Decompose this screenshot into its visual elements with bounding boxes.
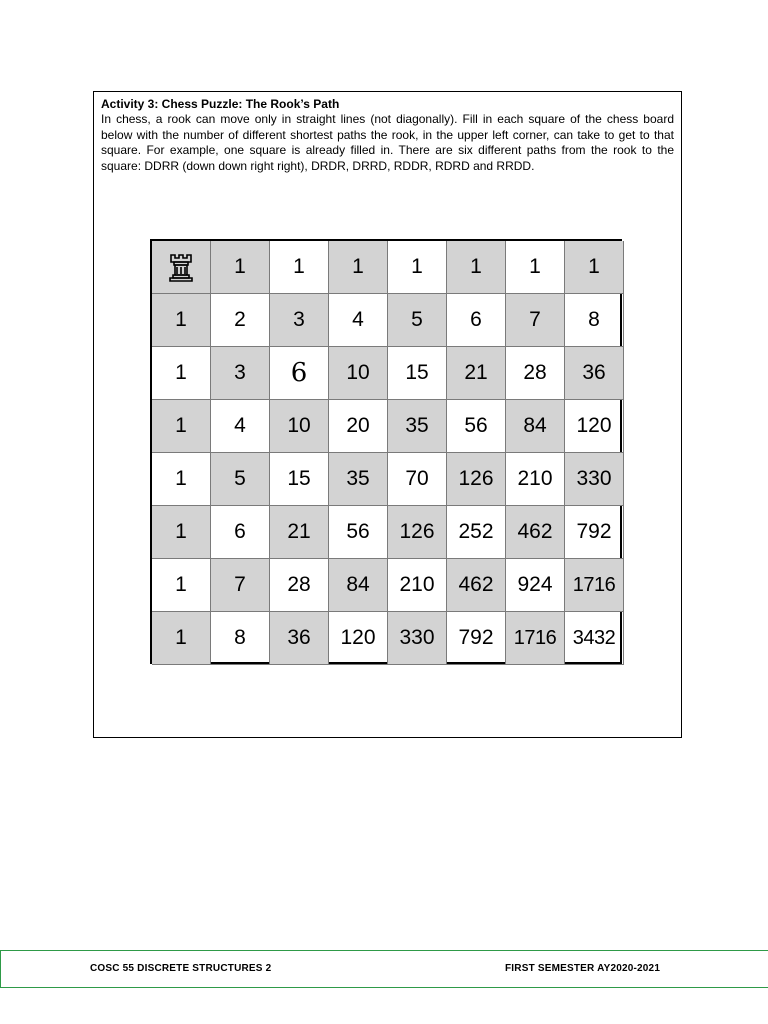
board-cell[interactable]: 1: [211, 241, 270, 294]
board-cell[interactable]: 4: [211, 400, 270, 453]
board-cell[interactable]: 1: [152, 453, 211, 506]
chess-board: [150, 239, 622, 664]
board-cell[interactable]: 1: [565, 241, 624, 294]
board-cell[interactable]: 56: [447, 400, 506, 453]
board-cell[interactable]: 15: [270, 453, 329, 506]
board-cell[interactable]: 1: [506, 241, 565, 294]
board-cell[interactable]: 10: [329, 347, 388, 400]
board-cell-rook[interactable]: [152, 241, 211, 294]
board-cell[interactable]: 8: [211, 612, 270, 665]
board-cell[interactable]: 28: [270, 559, 329, 612]
board-cell[interactable]: 1: [152, 506, 211, 559]
board-cell[interactable]: 10: [270, 400, 329, 453]
board-cell[interactable]: 792: [565, 506, 624, 559]
board-cell[interactable]: 8: [565, 294, 624, 347]
board-cell[interactable]: 1: [152, 612, 211, 665]
board-cell[interactable]: 120: [329, 612, 388, 665]
footer-course: COSC 55 DISCRETE STRUCTURES 2: [90, 963, 272, 974]
rook-icon: [164, 250, 198, 284]
board-cell[interactable]: 3: [211, 347, 270, 400]
board-cell[interactable]: 462: [506, 506, 565, 559]
board-cell[interactable]: 36: [270, 612, 329, 665]
board-cell[interactable]: 1: [152, 347, 211, 400]
board-cell[interactable]: 28: [506, 347, 565, 400]
board-cell[interactable]: 1: [329, 241, 388, 294]
board-cell[interactable]: 1716: [565, 559, 624, 612]
board-cell[interactable]: 1: [447, 241, 506, 294]
board-cell[interactable]: 7: [211, 559, 270, 612]
board-cell[interactable]: 21: [447, 347, 506, 400]
board-cell[interactable]: 6: [211, 506, 270, 559]
board-cell[interactable]: 126: [447, 453, 506, 506]
board-cell[interactable]: 1716: [506, 612, 565, 665]
board-cell[interactable]: 6: [270, 347, 329, 400]
board-cell[interactable]: 330: [565, 453, 624, 506]
board-cell[interactable]: 210: [506, 453, 565, 506]
board-cell[interactable]: 56: [329, 506, 388, 559]
board-cell[interactable]: 1: [152, 559, 211, 612]
board-cell[interactable]: 36: [565, 347, 624, 400]
board-cell[interactable]: 792: [447, 612, 506, 665]
board-cell[interactable]: 4: [329, 294, 388, 347]
board-cell[interactable]: 462: [447, 559, 506, 612]
board-cell[interactable]: 20: [329, 400, 388, 453]
board-cell[interactable]: 6: [447, 294, 506, 347]
board-cell[interactable]: 1: [270, 241, 329, 294]
board-cell[interactable]: 35: [329, 453, 388, 506]
board-cell[interactable]: 210: [388, 559, 447, 612]
board-cell[interactable]: 126: [388, 506, 447, 559]
board-cell[interactable]: 5: [388, 294, 447, 347]
board-cell[interactable]: 2: [211, 294, 270, 347]
board-cell[interactable]: 1: [152, 294, 211, 347]
board-cell[interactable]: 252: [447, 506, 506, 559]
board-cell[interactable]: 70: [388, 453, 447, 506]
board-cell[interactable]: 330: [388, 612, 447, 665]
board-cell[interactable]: 1: [388, 241, 447, 294]
board-cell[interactable]: 120: [565, 400, 624, 453]
footer-semester: FIRST SEMESTER AY2020-2021: [505, 963, 661, 974]
board-cell[interactable]: 21: [270, 506, 329, 559]
activity-instructions: In chess, a rook can move only in straight lines (not diagonally). Fill in each square of the chess board below with the number of different shortest paths the rook, in the upper left corner, can take to get to that square. For example, one square is already filled in. There are six different paths from the rook to the square: DDRR (down down right right), DRDR, DRRD, RDDR, RDRD and RRDD.: [101, 112, 674, 173]
board-cell[interactable]: 15: [388, 347, 447, 400]
board-cell[interactable]: 3432: [565, 612, 624, 665]
activity-title: Activity 3: Chess Puzzle: The Rook’s Path: [101, 97, 340, 111]
board-cell[interactable]: 84: [506, 400, 565, 453]
page-footer: [0, 950, 768, 988]
board-cell[interactable]: 3: [270, 294, 329, 347]
board-cell[interactable]: 924: [506, 559, 565, 612]
board-cell[interactable]: 84: [329, 559, 388, 612]
board-cell[interactable]: 5: [211, 453, 270, 506]
board-cell[interactable]: 35: [388, 400, 447, 453]
board-cell[interactable]: 7: [506, 294, 565, 347]
board-cell[interactable]: 1: [152, 400, 211, 453]
